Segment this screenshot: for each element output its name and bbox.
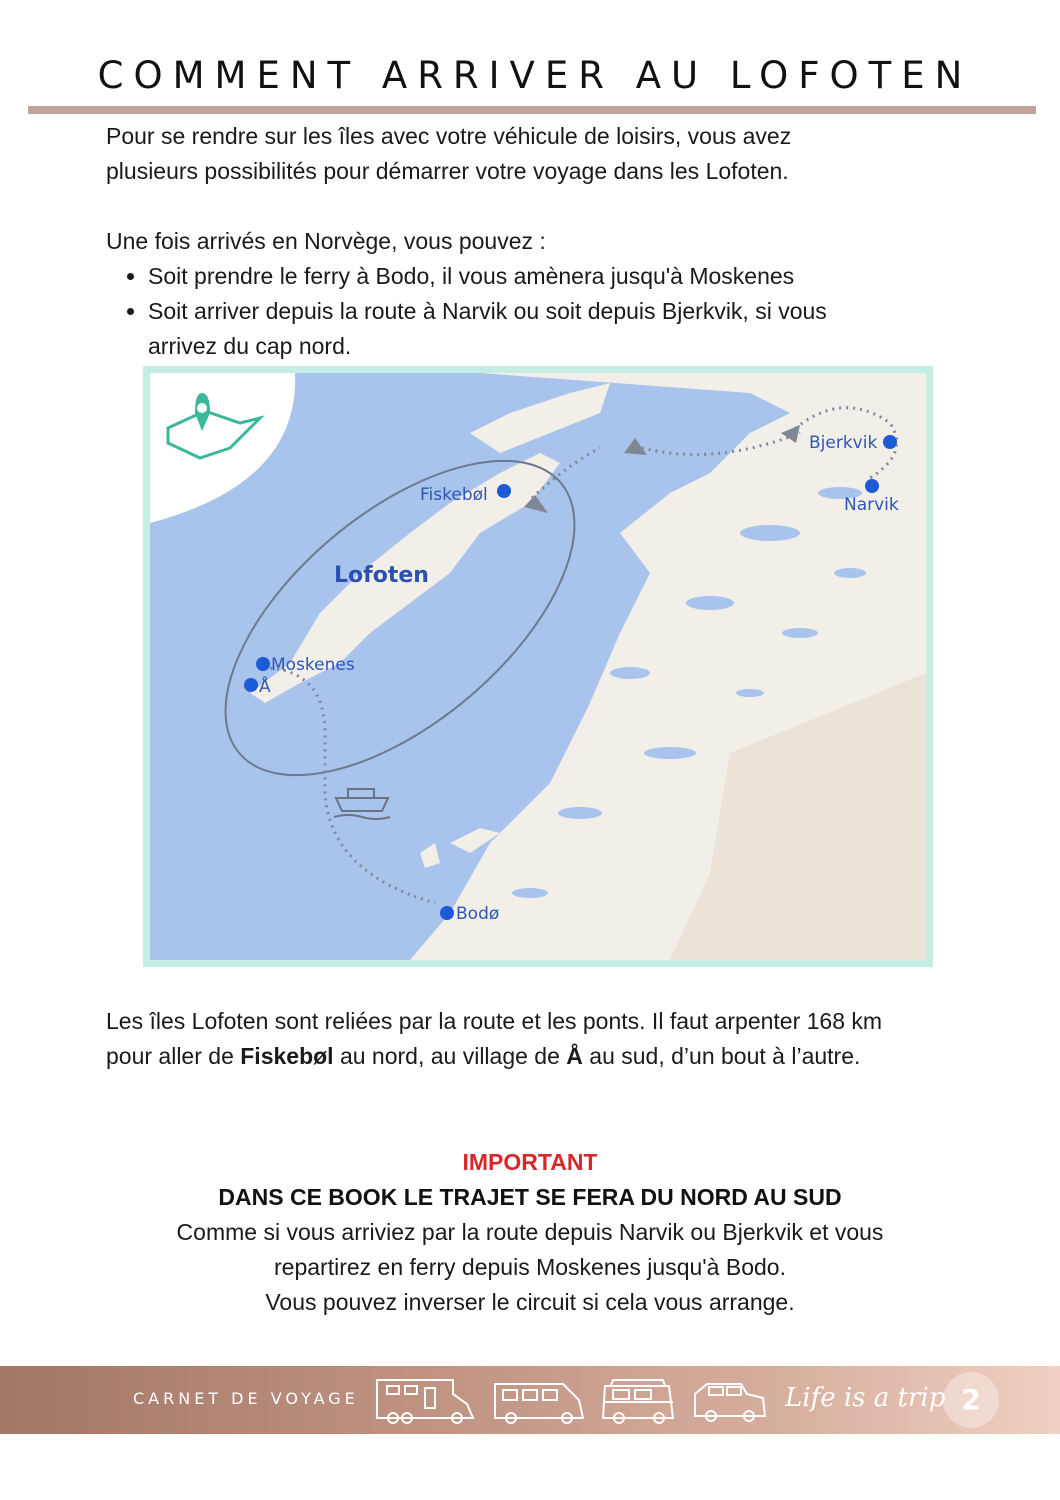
text-fragment: au nord, au village de (333, 1043, 567, 1069)
fiskebol-label: Fiskebøl (420, 485, 488, 505)
bjerkvik-marker (883, 435, 897, 449)
footer-label: CARNET DE VOYAGE (133, 1389, 359, 1408)
page-title: COMMENT ARRIVER AU LOFOTEN (97, 54, 973, 97)
moskenes-label: Moskenes (271, 655, 355, 675)
narvik-label: Narvik (844, 495, 899, 515)
bodo-label: Bodø (456, 904, 500, 924)
narvik-marker (865, 479, 879, 493)
important-line-3: Vous pouvez inverser le circuit si cela vous arrange. (265, 1289, 795, 1315)
important-notice (0, 1145, 1060, 1320)
van-icon (495, 1384, 583, 1423)
fiskebol-marker (497, 484, 511, 498)
important-label: IMPORTANT (462, 1149, 598, 1175)
distance-line-2 (106, 1039, 1006, 1074)
intro-line-2: plusieurs possibilités pour démarrer votre voyage dans les Lofoten. (106, 158, 789, 184)
list-item: • Soit arriver depuis la route à Narvik ou soit depuis Bjerkvik, si vous arrivez du cap nord. (148, 294, 866, 364)
intro-line-1: Pour se rendre sur les îles avec votre véhicule de loisirs, vous avez (106, 123, 792, 149)
lofoten-label: Lofoten (334, 563, 429, 588)
motorhome-icon (377, 1380, 473, 1423)
a-label: Å (259, 677, 271, 697)
vehicle-icons (373, 1374, 773, 1426)
text-fragment: pour aller de (106, 1043, 241, 1069)
map-canvas (150, 373, 926, 960)
distance-line-1: Les îles Lofoten sont reliées par la route et les ponts. Il faut arpenter 168 km (106, 1008, 883, 1034)
campervan-icon (603, 1380, 673, 1423)
footer-tagline: Life is a trip (785, 1383, 946, 1413)
page-number: 2 (943, 1372, 999, 1428)
a-marker (244, 678, 258, 692)
distance-text (106, 1004, 1006, 1074)
options-section (106, 224, 866, 364)
bjerkvik-label: Bjerkvik (809, 433, 878, 453)
text-fragment: au sud, d’un bout à l’autre. (582, 1043, 861, 1069)
fiskebol-bold: Fiskebøl (240, 1043, 334, 1069)
title-divider (28, 106, 1036, 114)
route-map (143, 366, 933, 967)
important-line-1: Comme si vous arriviez par la route depuis Narvik ou Bjerkvik et vous (176, 1219, 884, 1245)
suv-icon (695, 1384, 765, 1421)
options-list (106, 259, 866, 364)
footer-bar (0, 1366, 1060, 1434)
important-line-2: repartirez en ferry depuis Moskenes jusqu'à Bodo. (274, 1254, 786, 1280)
moskenes-marker (256, 657, 270, 671)
intro-text (106, 119, 966, 189)
list-item: • Soit prendre le ferry à Bodo, il vous amènera jusqu'à Moskenes (148, 259, 866, 294)
options-lead: Une fois arrivés en Norvège, vous pouvez : (106, 228, 546, 254)
a-bold: Å (566, 1043, 583, 1069)
important-heading: DANS CE BOOK LE TRAJET SE FERA DU NORD AU SUD (218, 1184, 842, 1210)
bodo-marker (440, 906, 454, 920)
